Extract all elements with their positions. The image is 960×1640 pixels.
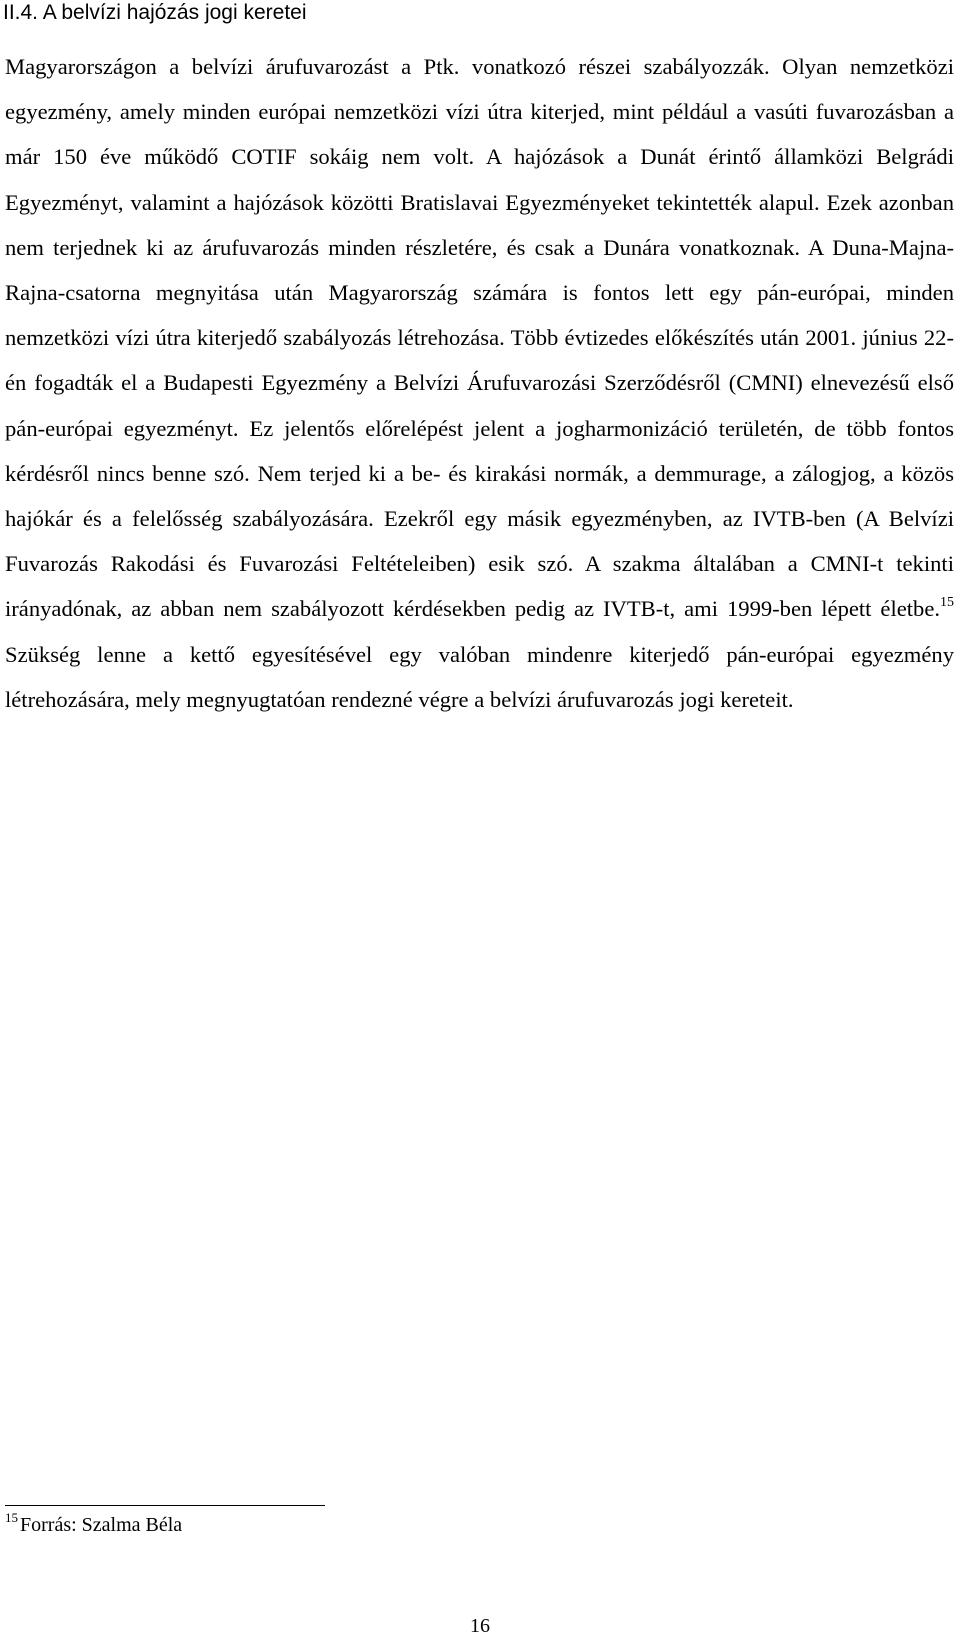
section-heading: II.4. A belvízi hajózás jogi keretei <box>3 1 307 24</box>
paragraph-text-continuation: Szükség lenne a kettő egyesítésével egy valóban mindenre kiterjedő pán-európai egyezmény létrehozására, mely megnyugtatóan rendezné végre a belvízi árufuvarozás jogi kereteit. <box>5 641 954 712</box>
footnote-reference[interactable]: 15 <box>940 595 954 611</box>
body-paragraph <box>5 44 954 722</box>
footnote-text: Forrás: Szalma Béla <box>20 1514 183 1536</box>
page-number: 16 <box>470 1615 490 1637</box>
footnote-number: 15 <box>5 1510 18 1525</box>
footnote-separator <box>5 1505 325 1506</box>
footnote <box>5 1512 182 1540</box>
paragraph-text-main: Magyarországon a belvízi árufuvarozást a Ptk. vonatkozó részei szabályozzák. Olyan nemzetközi egyezmény, amely minden európai nemzetközi vízi útra kiterjed, mint például a vasúti fuvarozásban a már 150 éve működő COTIF sokáig nem volt. A hajózások a Dunát érintő államközi Belgrádi Egyezményt, valamint a hajózások közötti Bratislavai Egyezményeket tekintették alapul. Ezek azonban nem terjednek ki az árufuvarozás minden részletére, és csak a Dunára vonatkoznak. A Duna-Majna-Rajna-csatorna megnyitása után Magyarország számára is fontos lett egy pán-európai, minden nemzetközi vízi útra kiterjedő szabályozás létrehozása. Több évtizedes előkészítés után 2001. június 22-én fogadták el a Budapesti Egyezmény a Belvízi Árufuvarozási Szerződésről (CMNI) elnevezésű első pán-európai egyezményt. Ez jelentős előrelépést jelent a jogharmonizáció területén, de több fontos kérdésről nincs benne szó. Nem terjed ki a be- és kirakási normák, a demmurage, a zálogjog, a közös hajókár és a felelősség szabályozására. Ezekről egy másik egyezményben, az IVTB-ben (A Belvízi Fuvarozás Rakodási és Fuvarozási Feltételeiben) esik szó. A szakma általában a CMNI-t tekinti irányadónak, az abban nem szabályozott kérdésekben pedig az IVTB-t, ami 1999-ben lépett életbe. <box>5 54 954 622</box>
